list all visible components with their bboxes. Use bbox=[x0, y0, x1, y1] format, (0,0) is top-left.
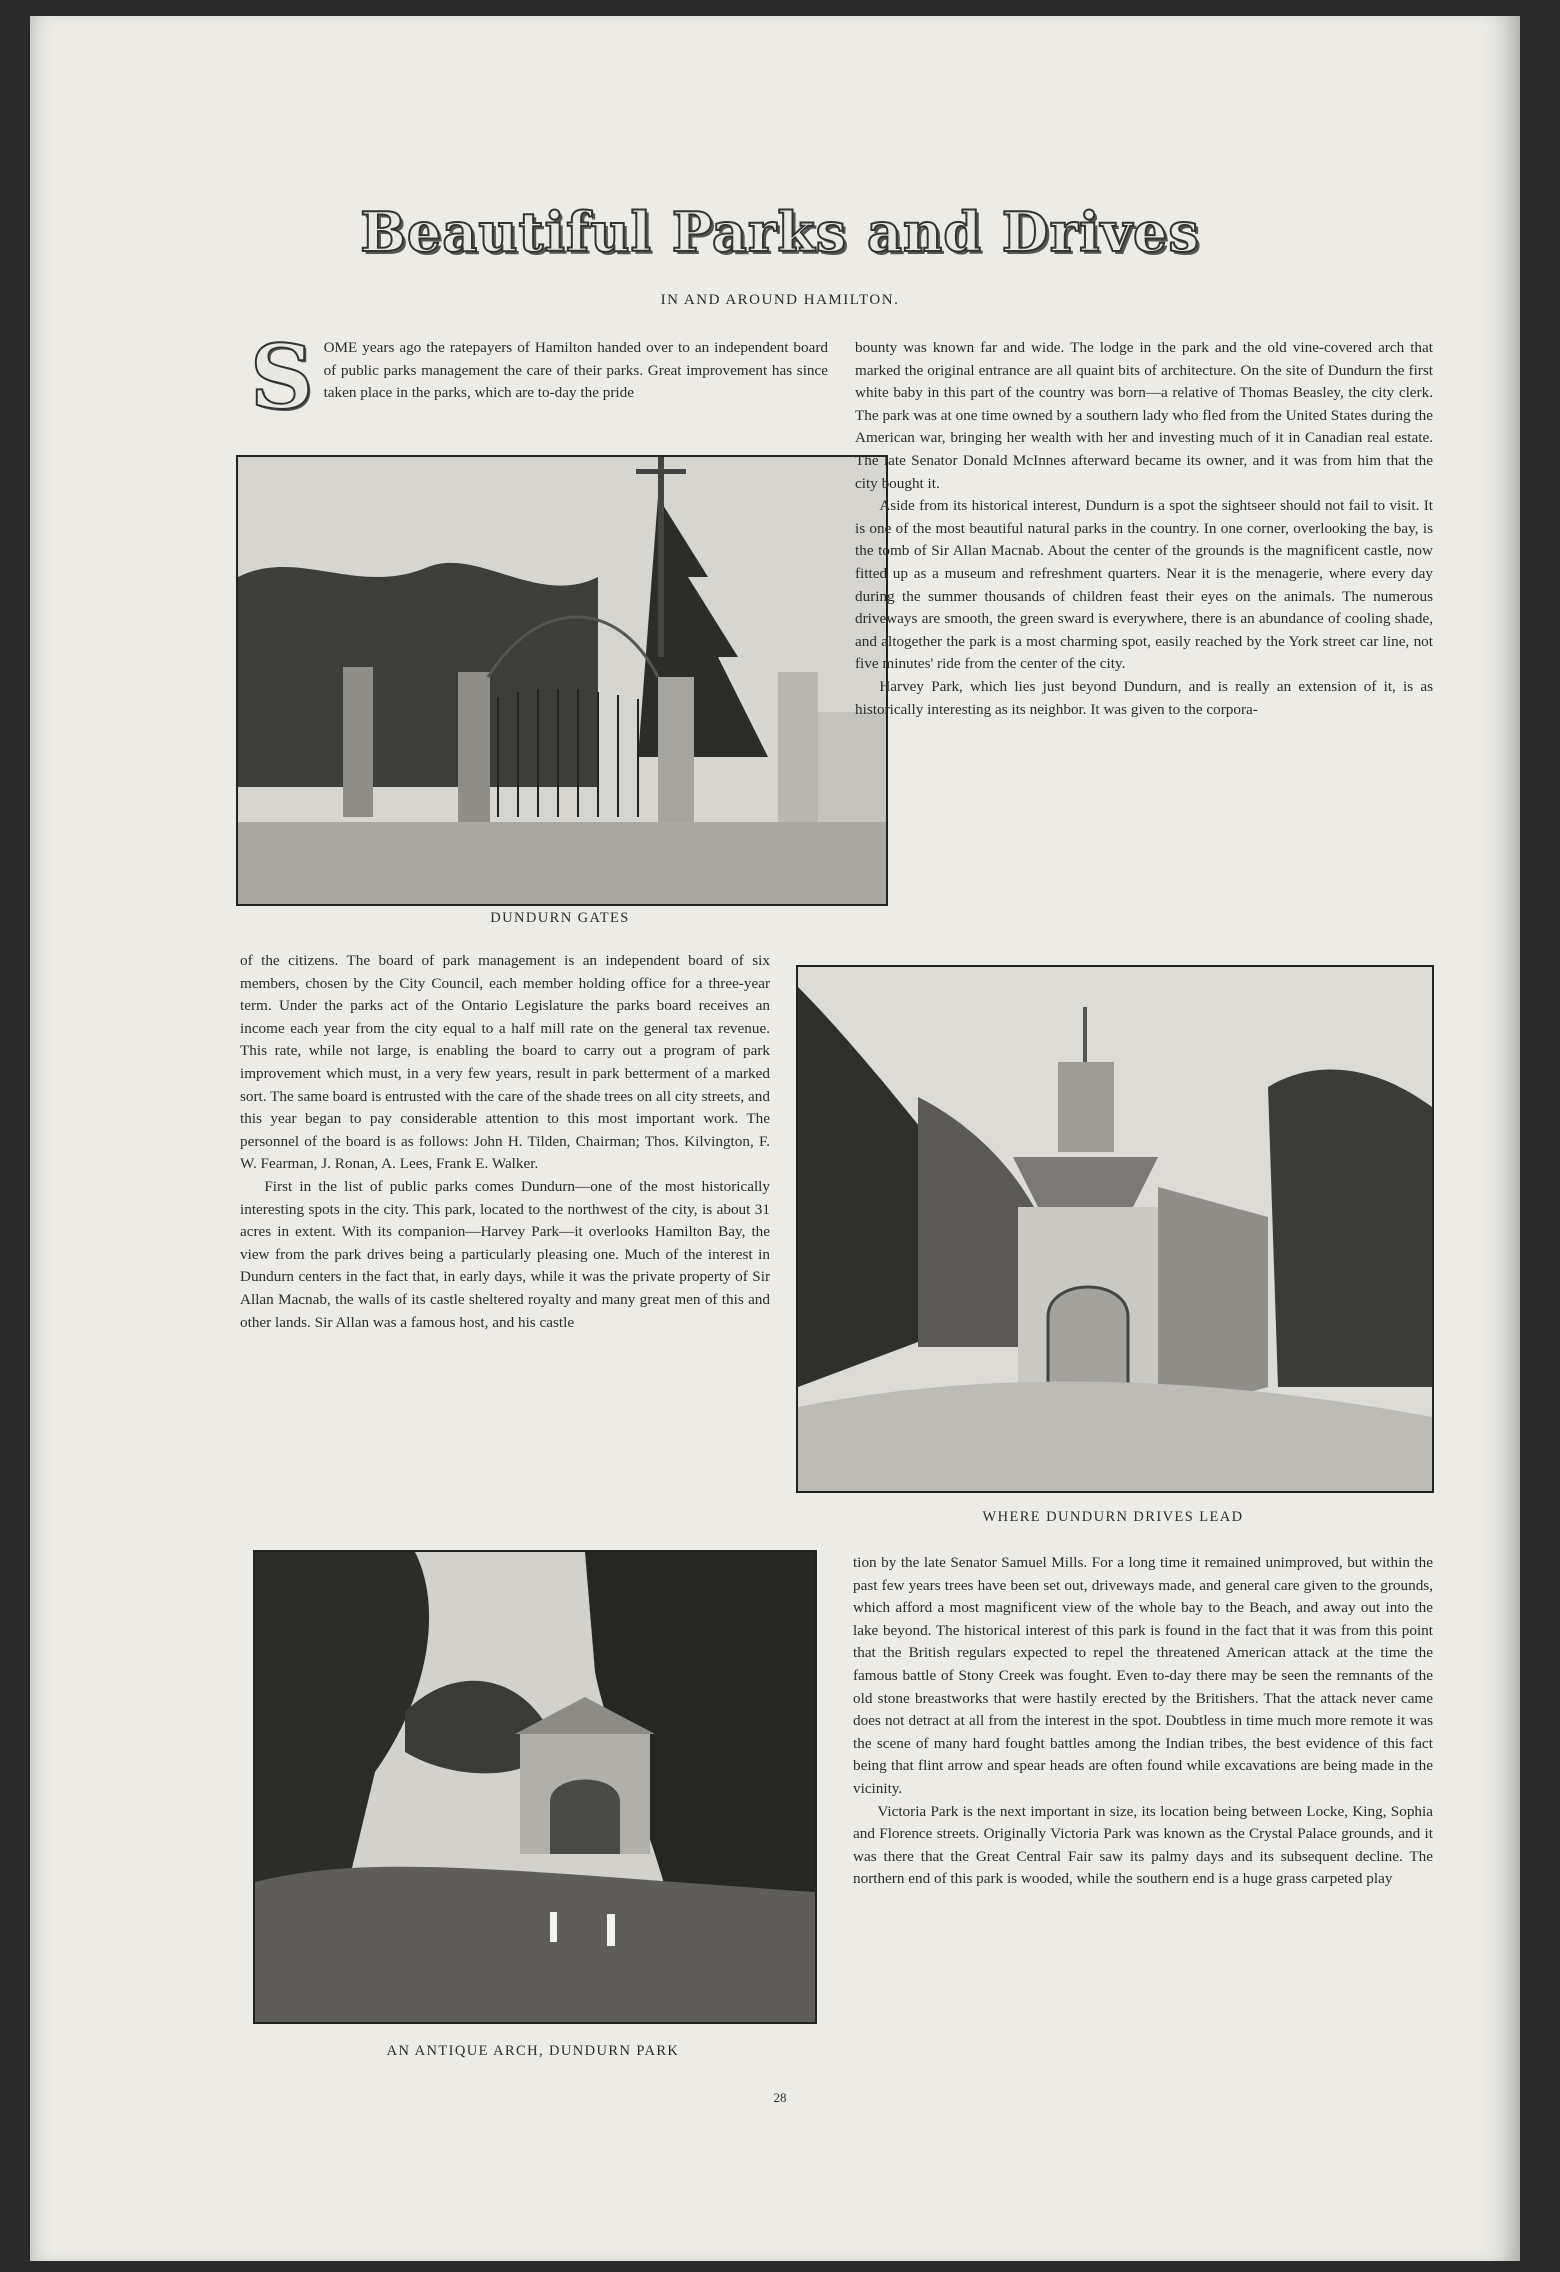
col1-paragraph-2: First in the list of public parks comes Dundurn—one of the most historically interesting spots in the city. This park, located to the northwest of the city, is about 31 acres in extent. With its companion—Harvey Park—it overlooks Hamilton Bay, the view from the park drives being a particularly pleasing one. Much of the interest in Dundurn centers in the fact that, in early days, while it was the private property of Sir Allan Macnab, the walls of its castle sheltered royalty and many great men of this and other lands. Sir Allan was a famous host, and his castle bbox=[240, 1177, 770, 1331]
column-2-text bbox=[855, 337, 1433, 721]
gates-illustration bbox=[238, 457, 886, 904]
page-title: Beautiful Parks and Drives bbox=[360, 200, 1200, 264]
photo-dundurn-drives bbox=[796, 965, 1434, 1493]
intro-paragraph bbox=[250, 325, 828, 429]
arch-illustration bbox=[255, 1552, 815, 2022]
page-subtitle: IN AND AROUND HAMILTON. bbox=[660, 292, 900, 308]
col1-paragraph-1: of the citizens. The board of park management is an independent board of six members, chosen by the City Council, each member holding office for a three-year term. Under the parks act of the Ontario Legislature the parks board receives an income each year from the city equal to a half mill rate on the general tax revenue. This rate, while not large, is enabling the board to carry out a program of park improvement which must, in a very few years, result in park betterment of a marked sort. The same board is entrusted with the care of the shade trees on all city streets, and this year began to pay considerable attention to this most important work. The personnel of the board is as follows: John H. Tilden, Chairman; Thos. Kilvington, F. W. Fearman, J. Ronan, A. Lees, Frank E. Walker. bbox=[240, 952, 770, 1173]
photo-antique-arch bbox=[253, 1550, 817, 2024]
page-number: 28 bbox=[773, 2090, 787, 2105]
column-1-text bbox=[240, 950, 770, 1334]
caption-dundurn-gates: DUNDURN GATES bbox=[490, 910, 630, 926]
intro-text: OME years ago the ratepayers of Hamilton handed over to an independent board of public parks management the care of their parks. Great improvement has since taken place in the parks, which are to-day the pride bbox=[323, 339, 828, 402]
col2-paragraph-1: bounty was known far and wide. The lodge in the park and the old vine-covered arch that marked the original entrance are all quaint bits of architecture. On the site of Dundurn the first white baby in this part of the country was born—a relative of Thomas Beasley, the city clerk. The park was at one time owned by a southern lady who fled from the United States during the American war, bringing her wealth with her and investing much of it in Canadian real estate. The late Senator Donald McInnes afterward became its owner, and it was from him that the city bought it. bbox=[855, 339, 1433, 492]
photo-dundurn-gates bbox=[236, 455, 888, 906]
drives-illustration bbox=[798, 967, 1432, 1491]
drop-cap: S bbox=[250, 325, 314, 429]
caption-antique-arch: AN ANTIQUE ARCH, DUNDURN PARK bbox=[386, 2043, 680, 2059]
col2-paragraph-3: Harvey Park, which lies just beyond Dundurn, and is really an extension of it, is as historically interesting as its neighbor. It was given to the corpora- bbox=[855, 677, 1433, 718]
column-3-text bbox=[853, 1552, 1433, 1891]
col3-paragraph-1: tion by the late Senator Samuel Mills. For a long time it remained unimproved, but within the past few years trees have been set out, driveways made, and general care given to the grounds, which afford a most magnificent view of the whole bay to the Beach, and away out into the lake beyond. The historical interest of this park is found in the fact that it was from this point that the British regulars expected to repel the threatened American attack at the time the famous battle of Stony Creek was fought. Even to-day there may be seen the remnants of the old stone breastworks that were hastily erected by the Britishers. That the attack never came does not detract at all from the interest in the spot. Doubtless in time much more remote it was the scene of many hard fought battles among the Indian tribes, the best evidence of this fact being that flint arrow and spear heads are often found while excavations are being made in the vicinity. bbox=[853, 1554, 1433, 1797]
col2-paragraph-2: Aside from its historical interest, Dundurn is a spot the sightseer should not fail to visit. It is one of the most beautiful natural parks in the country. In one corner, overlooking the bay, is the tomb of Sir Allan Macnab. About the center of the grounds is the magnificent castle, now fitted up as a museum and refreshment quarters. Near it is the menagerie, where every day during the summer thousands of children feast their eyes on the animals. The numerous driveways are smooth, the green sward is everywhere, there is an abundance of cooling shade, and altogether the park is a most charming spot, easily reached by the York street car line, not five minutes' ride from the center of the city. bbox=[855, 497, 1433, 673]
col3-paragraph-2: Victoria Park is the next important in size, its location being between Locke, King, Sophia and Florence streets. Originally Victoria Park was known as the Crystal Palace grounds, and it was there that the Great Central Fair saw its palmy days and its subsequent decline. The northern end of this park is wooded, while the southern end is a huge grass carpeted play bbox=[853, 1802, 1433, 1888]
caption-dundurn-drives: WHERE DUNDURN DRIVES LEAD bbox=[982, 1509, 1244, 1525]
